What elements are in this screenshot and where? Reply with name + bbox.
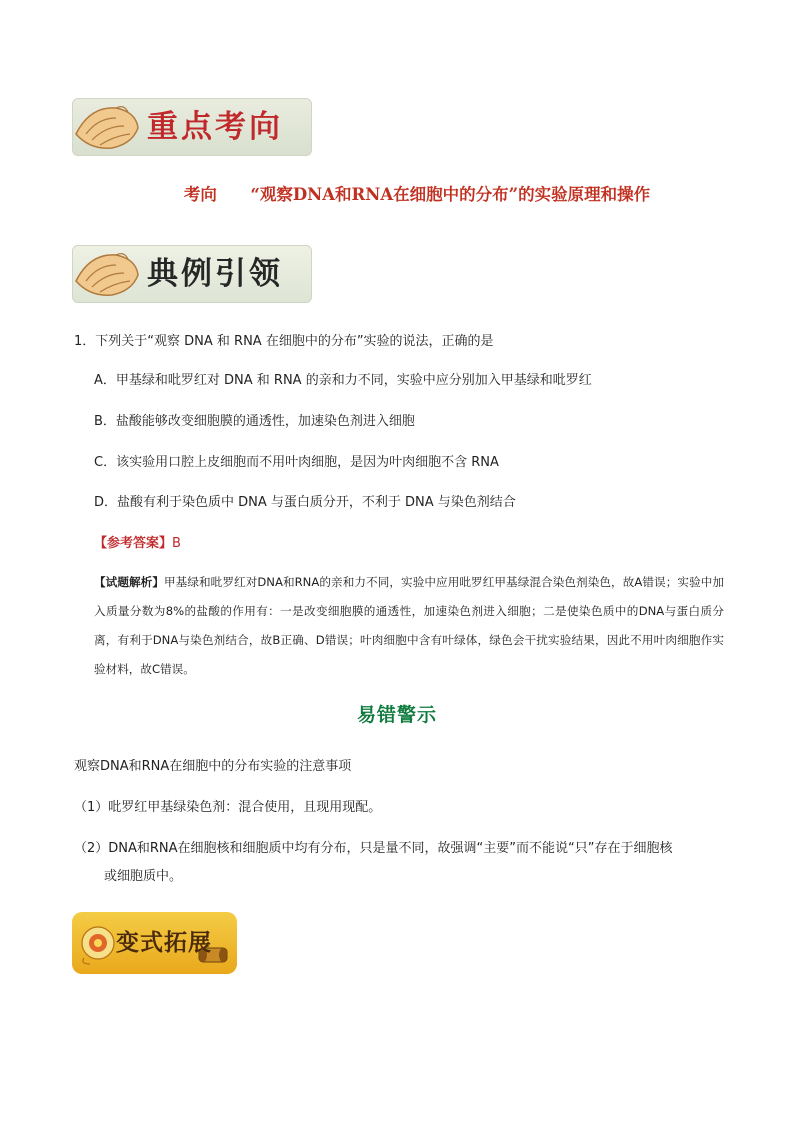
- warning-note-2: [74, 835, 734, 891]
- conch-shell-icon: [72, 247, 142, 301]
- analysis-label: 【试题解析】: [94, 575, 165, 589]
- option-d: D．盐酸有利于染色质中 DNA 与蛋白质分开，不利于 DNA 与染色剂结合: [94, 495, 516, 510]
- analysis-text: 甲基绿和吡罗红对DNA和RNA的亲和力不同，实验中应用吡罗红甲基绿混合染色剂染色，故A错误；实验中加入质量分数为8%的盐酸的作用有：一是改变细胞膜的通透性，加速染色剂进入细胞；二是使染色质中的DNA与蛋白质分离，有利于DNA与染色剂结合，故B正确、D错误；叶肉细胞中含有叶绿体，绿色会干扰实验结果，因此不用叶肉细胞作实验材料，故C错误。: [94, 575, 724, 676]
- warning-intro: 观察DNA和RNA在细胞中的分布实验的注意事项: [74, 759, 352, 774]
- answer-value: B: [172, 536, 181, 551]
- banner-title: 重点考向: [147, 109, 283, 145]
- banner-key-direction: [72, 98, 312, 156]
- topic-title: “观察DNA和RNA在细胞中的分布”的实验原理和操作: [250, 185, 651, 204]
- banner-variant-extension: [72, 912, 237, 974]
- banner-title: 典例引领: [147, 256, 283, 292]
- analysis-paragraph: [94, 568, 724, 684]
- option-b: B．盐酸能够改变细胞膜的通透性，加速染色剂进入细胞: [94, 414, 415, 429]
- answer-label: 【参考答案】: [94, 536, 173, 551]
- banner-typical-example: [72, 245, 312, 303]
- warning-heading: 易错警示: [356, 704, 437, 726]
- topic-label: 考向: [183, 185, 217, 204]
- warning-note-1: （1）吡罗红甲基绿染色剂：混合使用，且现用现配。: [74, 800, 382, 815]
- banner-title: 变式拓展: [116, 929, 212, 956]
- topic-heading: [0, 181, 794, 205]
- conch-shell-icon: [72, 100, 142, 154]
- option-c: C．该实验用口腔上皮细胞而不用叶肉细胞，是因为叶肉细胞不含 RNA: [94, 455, 499, 470]
- option-a: A．甲基绿和吡罗红对 DNA 和 RNA 的亲和力不同，实验中应分别加入甲基绿和吡罗红: [94, 373, 592, 388]
- question-stem: 1．下列关于“观察 DNA 和 RNA 在细胞中的分布”实验的说法，正确的是: [74, 334, 494, 349]
- warning-note-2-line-1: （2）DNA和RNA在细胞核和细胞质中均有分布，只是量不同，故强调“主要”而不能说“只”存在于细胞核: [74, 841, 673, 856]
- reference-answer: [94, 532, 181, 551]
- flower-icon: [76, 920, 120, 966]
- warning-note-2-line-2: 或细胞质中。: [104, 869, 183, 884]
